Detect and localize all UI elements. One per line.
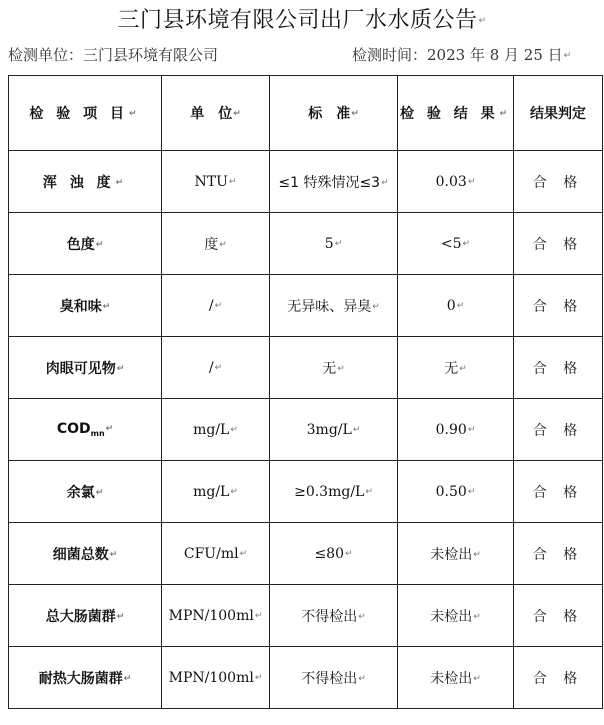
- paragraph-mark-icon: ↵: [230, 424, 238, 435]
- water-quality-table: [8, 75, 603, 709]
- cell-item: 余氯↵: [9, 461, 162, 523]
- inspection-unit-value: 三门县环境有限公司: [83, 46, 219, 64]
- cell-item: $COD_{mn}↵$: [9, 399, 162, 461]
- cell-verdict: 合 格: [514, 151, 603, 213]
- inspection-unit: [8, 44, 218, 66]
- cell-result: 未检出↵: [398, 585, 514, 647]
- cell-unit: MPN/100ml↵: [162, 647, 270, 709]
- cell-verdict: 合 格: [514, 399, 603, 461]
- cell-standard: 不得检出↵: [270, 585, 398, 647]
- paragraph-mark-icon: ↵: [105, 424, 114, 434]
- cell-standard: 5↵: [270, 213, 398, 275]
- paragraph-mark-icon: ↵: [116, 363, 125, 374]
- cell-item: 耐热大肠菌群↵: [9, 647, 162, 709]
- paragraph-mark-icon: ↵: [116, 611, 125, 622]
- table-row: [9, 213, 603, 275]
- cell-item-subscript: mn: [90, 429, 105, 438]
- paragraph-mark-icon: ↵: [358, 611, 366, 622]
- paragraph-mark-icon: ↵: [473, 611, 481, 622]
- cell-result: 未检出↵: [398, 523, 514, 585]
- paragraph-mark-icon: ↵: [381, 177, 389, 188]
- paragraph-mark-icon: ↵: [467, 486, 476, 497]
- cell-unit: NTU↵: [162, 151, 270, 213]
- paragraph-mark-icon: ↵: [115, 177, 128, 188]
- cell-item: 细菌总数↵: [9, 523, 162, 585]
- cell-standard: ≤80↵: [270, 523, 398, 585]
- paragraph-mark-icon: ↵: [233, 109, 241, 119]
- paragraph-mark-icon: ↵: [351, 109, 359, 119]
- cell-item: 色度↵: [9, 213, 162, 275]
- paragraph-mark-icon: ↵: [358, 673, 366, 684]
- paragraph-mark-icon: ↵: [478, 16, 487, 26]
- inspection-time: [352, 44, 571, 67]
- cell-item: 臭和味↵: [9, 275, 162, 337]
- paragraph-mark-icon: ↵: [372, 301, 380, 312]
- cell-unit: 度↵: [162, 213, 270, 275]
- paragraph-mark-icon: ↵: [254, 672, 263, 683]
- document-title: [0, 4, 604, 38]
- paragraph-mark-icon: ↵: [462, 238, 471, 249]
- paragraph-mark-icon: ↵: [473, 549, 481, 560]
- table-row: [9, 151, 603, 213]
- table-row: [9, 647, 603, 709]
- paragraph-mark-icon: ↵: [345, 548, 353, 559]
- cell-item: 总大肠菌群↵: [9, 585, 162, 647]
- paragraph-mark-icon: ↵: [123, 673, 132, 684]
- cell-verdict: 合 格: [514, 647, 603, 709]
- column-header-standard: 标 准↵: [270, 76, 398, 151]
- paragraph-mark-icon: ↵: [102, 301, 111, 312]
- cell-standard: 3mg/L↵: [270, 399, 398, 461]
- column-header-verdict: 结果判定: [514, 76, 603, 151]
- paragraph-mark-icon: ↵: [473, 673, 481, 684]
- paragraph-mark-icon: ↵: [459, 363, 467, 374]
- cell-item: 浑 浊 度↵: [9, 151, 162, 213]
- cell-result: 0.50↵: [398, 461, 514, 523]
- column-header-item: 检 验 项 目↵: [9, 76, 162, 151]
- cell-standard: ≤1 特殊情况≤3↵: [270, 151, 398, 213]
- cell-result: 0.03↵: [398, 151, 514, 213]
- paragraph-mark-icon: ↵: [499, 109, 512, 119]
- paragraph-mark-icon: ↵: [95, 487, 104, 498]
- column-header-result: 检 验 结 果↵: [398, 76, 514, 151]
- cell-verdict: 合 格: [514, 213, 603, 275]
- cell-verdict: 合 格: [514, 585, 603, 647]
- table-row: [9, 585, 603, 647]
- paragraph-mark-icon: ↵: [230, 486, 238, 497]
- table-row: [9, 523, 603, 585]
- table-row: [9, 399, 603, 461]
- paragraph-mark-icon: ↵: [456, 300, 465, 311]
- cell-unit: mg/L↵: [162, 461, 270, 523]
- paragraph-mark-icon: ↵: [352, 424, 361, 435]
- paragraph-mark-icon: ↵: [214, 362, 223, 373]
- cell-unit: /↵: [162, 275, 270, 337]
- cell-result: 无↵: [398, 337, 514, 399]
- table-header-row: [9, 76, 603, 151]
- cell-item: 肉眼可见物↵: [9, 337, 162, 399]
- cell-verdict: 合 格: [514, 461, 603, 523]
- paragraph-mark-icon: ↵: [563, 51, 572, 61]
- paragraph-mark-icon: ↵: [109, 549, 118, 560]
- table-row: [9, 461, 603, 523]
- inspection-unit-label: 检测单位：: [8, 46, 84, 64]
- cell-verdict: 合 格: [514, 337, 603, 399]
- inspection-time-value: 2023 年 8 月 25 日: [427, 46, 563, 64]
- cell-result: 未检出↵: [398, 647, 514, 709]
- paragraph-mark-icon: ↵: [214, 300, 223, 311]
- cell-unit: CFU/ml↵: [162, 523, 270, 585]
- cell-standard: 无↵: [270, 337, 398, 399]
- cell-standard: 不得检出↵: [270, 647, 398, 709]
- cell-result: 0.90↵: [398, 399, 514, 461]
- paragraph-mark-icon: ↵: [219, 239, 227, 250]
- column-header-unit: 单 位↵: [162, 76, 270, 151]
- cell-standard: ≥0.3mg/L↵: [270, 461, 398, 523]
- cell-unit: MPN/100ml↵: [162, 585, 270, 647]
- paragraph-mark-icon: ↵: [467, 176, 476, 187]
- cell-unit: mg/L↵: [162, 399, 270, 461]
- paragraph-mark-icon: ↵: [365, 486, 373, 497]
- cell-result: 0↵: [398, 275, 514, 337]
- table-row: [9, 275, 603, 337]
- paragraph-mark-icon: ↵: [228, 176, 237, 187]
- paragraph-mark-icon: ↵: [334, 238, 343, 249]
- paragraph-mark-icon: ↵: [239, 548, 248, 559]
- paragraph-mark-icon: ↵: [337, 363, 345, 374]
- cell-unit: /↵: [162, 337, 270, 399]
- cell-verdict: 合 格: [514, 275, 603, 337]
- document-title-text: 三门县环境有限公司出厂水水质公告: [117, 8, 478, 33]
- table-row: [9, 337, 603, 399]
- paragraph-mark-icon: ↵: [129, 109, 141, 119]
- cell-result: <5↵: [398, 213, 514, 275]
- inspection-time-label: 检测时间：: [352, 46, 428, 64]
- paragraph-mark-icon: ↵: [467, 424, 476, 435]
- paragraph-mark-icon: ↵: [95, 239, 104, 250]
- paragraph-mark-icon: ↵: [254, 610, 263, 621]
- cell-verdict: 合 格: [514, 523, 603, 585]
- cell-standard: 无异味、异臭↵: [270, 275, 398, 337]
